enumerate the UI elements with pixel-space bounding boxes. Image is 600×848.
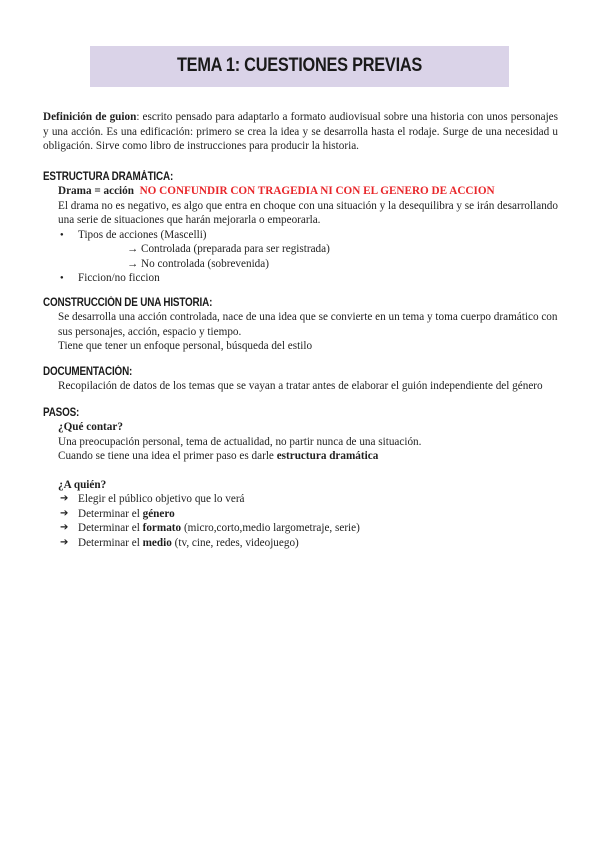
pasos-line2: Cuando se tiene una idea el primer paso es darle estructura dramática bbox=[58, 450, 379, 462]
estructura-list-2 bbox=[43, 271, 558, 286]
title-band bbox=[90, 46, 509, 87]
section-estructura bbox=[43, 184, 558, 228]
drama-line bbox=[58, 184, 558, 199]
warning-text: NO CONFUNDIR CON TRAGEDIA NI CON EL GENERO DE ACCION bbox=[139, 185, 495, 197]
documentacion-paragraph: Recopilación de datos de los temas que se vayan a tratar antes de elaborar el guión independiente del género bbox=[58, 380, 543, 392]
list-item: ➔ Elegir el público objetivo que lo verá bbox=[60, 493, 245, 505]
arrow-icon: ➔ bbox=[60, 507, 69, 519]
list-item: ➔ Determinar el medio (tv, cine, redes, videojuego) bbox=[60, 536, 299, 549]
definition-paragraph bbox=[43, 110, 558, 154]
a-quien-list bbox=[43, 492, 558, 550]
drama-label: Drama = acción bbox=[58, 185, 134, 197]
arrow-icon: ➔ bbox=[60, 522, 69, 533]
section-construccion bbox=[43, 310, 558, 354]
construccion-line2: Tiene que tener un enfoque personal, búsqueda del estilo bbox=[58, 340, 313, 352]
a-quien-label: ¿A quién? bbox=[58, 478, 107, 491]
list-item: ➔ Determinar el formato (micro,corto,medio largometraje, serie) bbox=[60, 522, 360, 534]
section-documentacion bbox=[43, 379, 558, 394]
construccion-paragraph: Se desarrolla una acción controlada, nace de una idea que se convierte en un tema y toma cuerpo dramático con sus personajes, acción, espacio y tiempo. bbox=[58, 311, 558, 338]
list-item: ● Ficcion/no ficcion bbox=[78, 271, 558, 286]
document-body bbox=[43, 110, 558, 550]
heading-documentacion: DOCUMENTACIÓN: bbox=[43, 365, 133, 378]
pasos-line1: Una preocupación personal, tema de actualidad, no partir nunca de una situación. bbox=[58, 435, 422, 448]
que-contar-label: ¿Qué contar? bbox=[58, 421, 123, 433]
list-item: ➔ Determinar el género bbox=[60, 507, 175, 520]
heading-pasos: PASOS: bbox=[43, 406, 80, 419]
arrow-icon: ➔ bbox=[60, 536, 69, 548]
list-item: ● Tipos de acciones (Mascelli) bbox=[78, 228, 558, 243]
heading-construccion: CONSTRUCCIÓN DE UNA HISTORIA: bbox=[43, 296, 213, 309]
definition-label: Definición de guion bbox=[43, 111, 137, 123]
page-title: TEMA 1: CUESTIONES PREVIAS bbox=[176, 55, 423, 77]
heading-estructura: ESTRUCTURA DRAMÁTICA: bbox=[43, 170, 174, 183]
sub-item-no-controlada: → No controlada (sobrevenida) bbox=[127, 257, 269, 270]
estructura-list bbox=[43, 228, 558, 243]
definition-text: : escrito pensado para adaptarlo a formato audiovisual sobre una historia con unos personajes y una acción. Es una edificación: primero se crea la idea y se desarrolla hasta el rodaje. Surge de una necesidad u obligación. Sirve como libro de instrucciones para producir la historia. bbox=[43, 111, 558, 152]
sub-item-controlada: → Controlada (preparada para ser registrada) bbox=[127, 243, 330, 255]
section-pasos bbox=[43, 420, 558, 492]
drama-paragraph: El drama no es negativo, es algo que entra en choque con una situación y la desequilibra y se irán desarrollando una serie de situaciones que harán mejorarla o empeorarla. bbox=[58, 199, 558, 226]
arrow-icon: ➔ bbox=[60, 493, 69, 504]
